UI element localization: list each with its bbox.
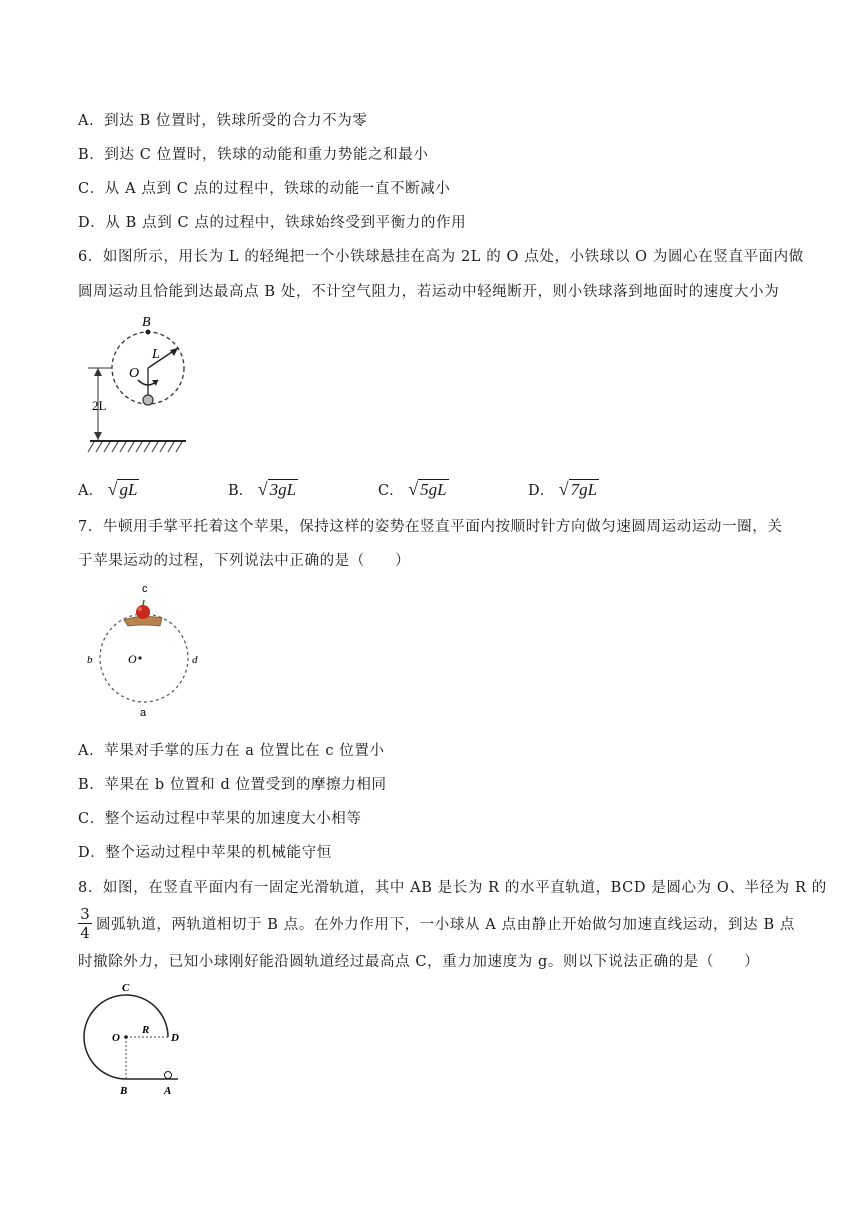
q5-option-a: A．到达 B 位置时，铁球所受的合力不为零 — [78, 113, 368, 129]
q6-option-a: A． √ gL — [78, 479, 138, 499]
q5-option-b: B．到达 C 位置时，铁球的动能和重力势能之和最小 — [78, 147, 429, 163]
q6-label-l: L — [152, 347, 160, 362]
q7-label-o: O — [128, 652, 137, 666]
q8-stem-line2: 圆弧轨道，两轨道相切于 B 点。在外力作用下，一小球从 A 点由静止开始做匀加速直线运动，到达 B 点 — [96, 917, 796, 933]
q7-figure — [82, 582, 212, 722]
q7-option-d: D．整个运动过程中苹果的机械能守恒 — [78, 845, 332, 861]
q8-stem-line1: 8．如图，在竖直平面内有一固定光滑轨道，其中 AB 是长为 R 的水平直轨道，BCD 是圆心为 O、半径为 R 的 — [78, 880, 827, 896]
q8-label-o: O — [112, 1032, 120, 1044]
q7-option-a: A．苹果对手掌的压力在 a 位置比在 c 位置小 — [78, 743, 385, 759]
q7-option-b: B．苹果在 b 位置和 d 位置受到的摩擦力相同 — [78, 777, 387, 793]
q7-label-c: c — [142, 583, 148, 595]
q6-option-b: B． √ 3gL — [228, 479, 297, 499]
q6-option-d: D． √ 7gL — [528, 479, 598, 499]
sqrt-expression: √ 5gL — [408, 479, 447, 499]
q6-stem-line1: 6．如图所示，用长为 L 的轻绳把一个小铁球悬挂在高为 2L 的 O 点处，小铁球以 O 为圆心在竖直平面内做 — [78, 249, 804, 265]
q7-label-b: b — [87, 654, 93, 666]
sqrt-expression: √ 7gL — [558, 479, 598, 499]
q8-label-a: A — [164, 1085, 172, 1097]
fraction-three-quarters: $\frac{3}{4}$ — [78, 905, 92, 942]
q8-stem-line3: 时撤除外力，已知小球刚好能沿圆轨道经过最高点 C，重力加速度为 g。则以下说法正确的是（ ） — [78, 954, 760, 970]
sqrt-expression: √ 3gL — [257, 479, 297, 499]
sqrt-expression: √ gL — [107, 479, 138, 499]
q7-label-a: a — [140, 707, 147, 719]
q6-option-c: C． √ 5gL — [378, 479, 447, 499]
q8-label-d: D — [171, 1032, 179, 1044]
q7-stem-line2: 于苹果运动的过程，下列说法中正确的是（ ） — [78, 553, 411, 569]
q5-option-c: C．从 A 点到 C 点的过程中，铁球的动能一直不断减小 — [78, 181, 451, 197]
q8-label-c: C — [122, 982, 130, 994]
q6-label-o: O — [129, 366, 140, 381]
q6-label-height: 2L — [92, 398, 107, 413]
q6-stem-line2: 圆周运动且恰能到达最高点 B 处，不计空气阻力，若运动中轻绳断开，则小铁球落到地面时的速度大小为 — [78, 284, 780, 300]
q7-option-c: C．整个运动过程中苹果的加速度大小相等 — [78, 811, 362, 827]
q8-label-r: R — [142, 1024, 150, 1036]
q8-label-b: B — [120, 1085, 128, 1097]
q5-option-d: D．从 B 点到 C 点的过程中，铁球始终受到平衡力的作用 — [78, 215, 467, 231]
q7-label-d: d — [192, 654, 198, 666]
q6-label-b: B — [142, 315, 151, 330]
q7-stem-line1: 7．牛顿用手掌平托着这个苹果，保持这样的姿势在竖直平面内按顺时针方向做匀速圆周运动运动一圈，关 — [78, 519, 783, 535]
q8-figure — [76, 980, 196, 1100]
q6-figure — [82, 310, 192, 460]
